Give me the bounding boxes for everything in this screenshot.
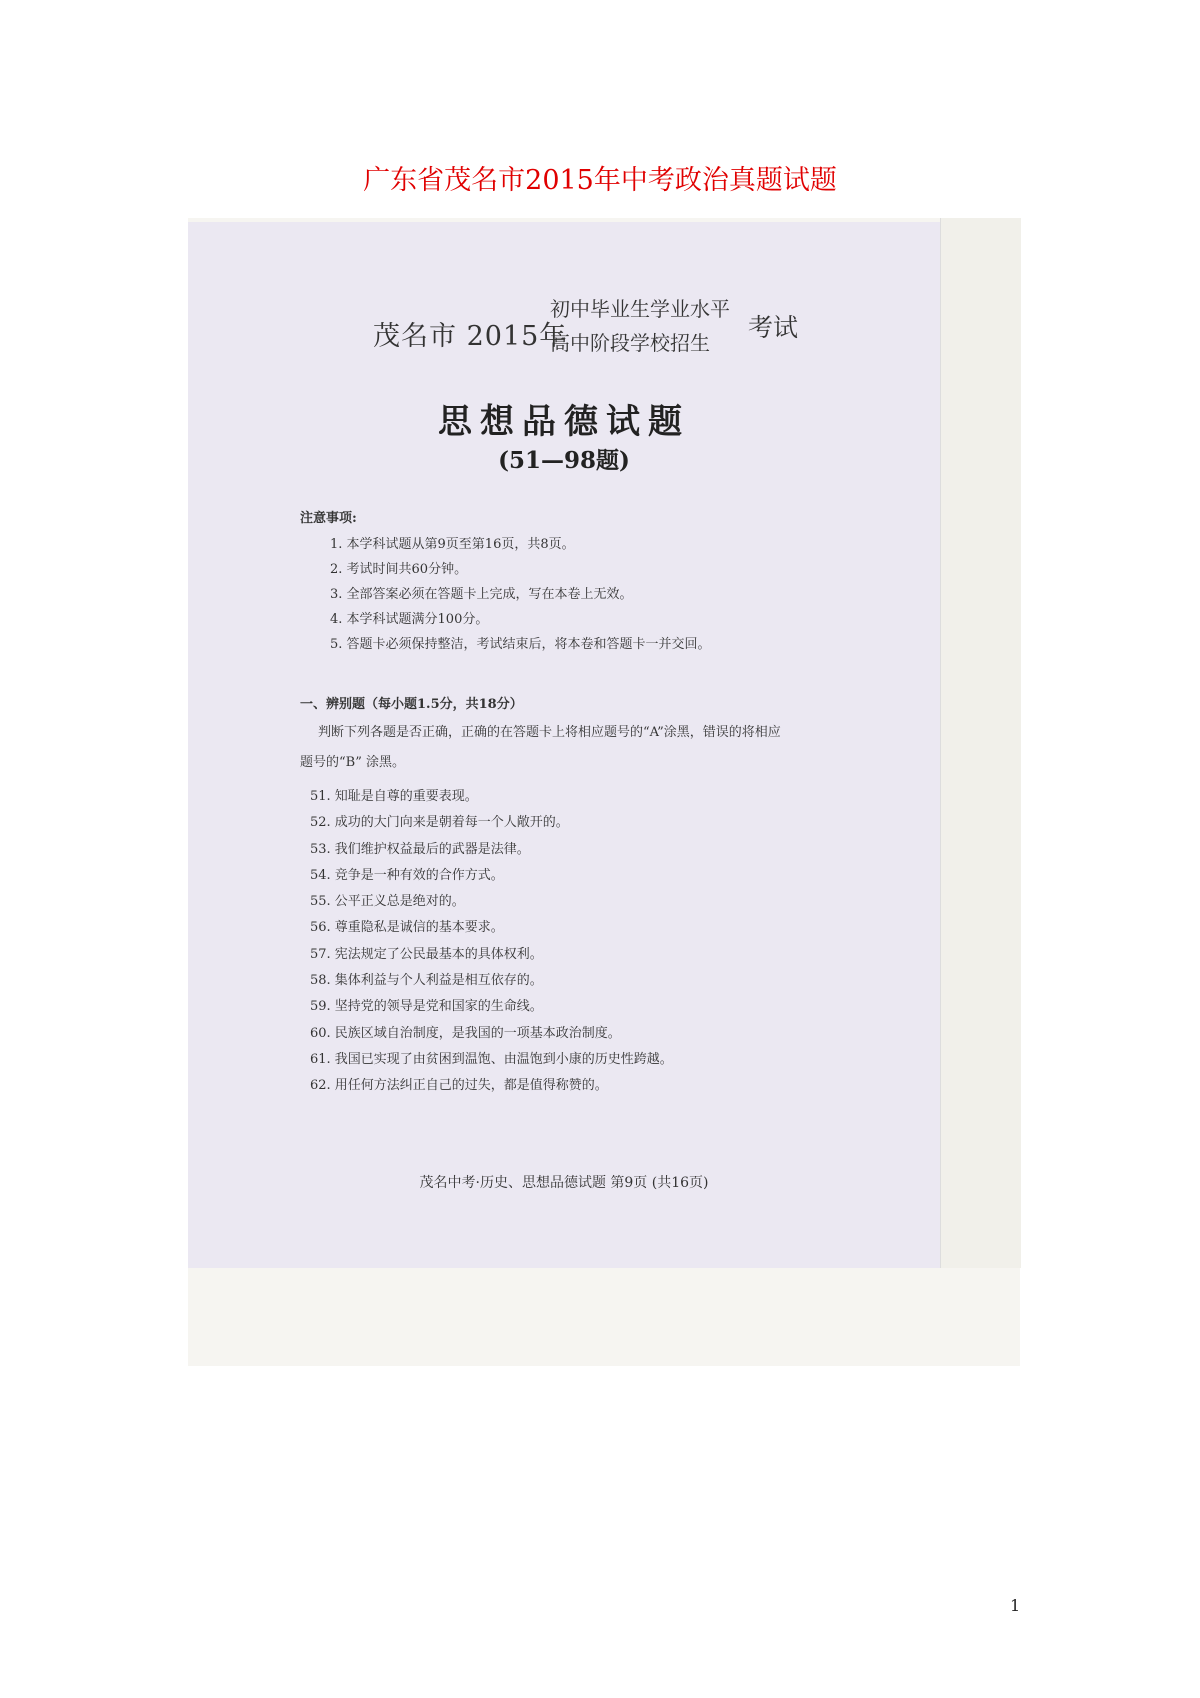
- scanned-page-edge: [940, 218, 1021, 1268]
- exam-type-graduation: 初中毕业生学业水平: [550, 297, 730, 321]
- notice-item: 5. 答题卡必须保持整洁，考试结束后，将本卷和答题卡一并交回。: [330, 637, 711, 652]
- exam-type-enrollment: 高中阶段学校招生: [550, 331, 710, 355]
- notice-item: 3. 全部答案必须在答题卡上完成，写在本卷上无效。: [330, 587, 633, 602]
- notice-heading: 注意事项:: [300, 511, 357, 526]
- exam-subject: 思想品德试题: [438, 402, 690, 442]
- notice-item: 4. 本学科试题满分100分。: [330, 612, 489, 627]
- question-item: 58. 集体利益与个人利益是相互依存的。: [310, 973, 543, 989]
- exam-word: 考试: [748, 313, 799, 342]
- page-number: 1: [1010, 1596, 1021, 1615]
- question-item: 59. 坚持党的领导是党和国家的生命线。: [310, 999, 543, 1015]
- section-title: 一、辨别题（每小题1.5分，共18分）: [300, 697, 523, 712]
- exam-type-stack: [550, 292, 730, 360]
- judgment-section: [300, 692, 920, 1100]
- document-title: 广东省茂名市2015年中考政治真题试题: [363, 165, 837, 196]
- question-item: 56. 尊重隐私是诚信的基本要求。: [310, 920, 504, 936]
- notice-item: 2. 考试时间共60分钟。: [330, 562, 468, 577]
- question-item: 55. 公平正义总是绝对的。: [310, 894, 465, 910]
- question-range: (51—98题): [498, 447, 630, 474]
- question-item: 52. 成功的大门向来是朝着每一个人敞开的。: [310, 815, 569, 831]
- question-item: 51. 知耻是自尊的重要表现。: [310, 789, 478, 804]
- scan-footer: 茂名中考·历史、思想品德试题 第9页 (共16页): [419, 1175, 709, 1191]
- scanned-exam-sheet: [188, 222, 940, 1268]
- exam-city-year: 茂名市 2015年: [373, 321, 568, 352]
- question-item: 60. 民族区域自治制度，是我国的一项基本政治制度。: [310, 1025, 621, 1041]
- question-item: 61. 我国已实现了由贫困到温饱、由温饱到小康的历史性跨越。: [310, 1051, 673, 1067]
- question-item: 62. 用任何方法纠正自己的过失，都是值得称赞的。: [310, 1078, 608, 1094]
- notice-item: 1. 本学科试题从第9页至第16页，共8页。: [330, 537, 575, 552]
- section-instruction-line-2: 题号的“B” 涂黑。: [300, 755, 405, 770]
- question-item: 53. 我们维护权益最后的武器是法律。: [310, 841, 530, 857]
- section-instruction-line-1: 判断下列各题是否正确，正确的在答题卡上将相应题号的“A”涂黑，错误的将相应: [318, 725, 781, 740]
- question-item: 54. 竞争是一种有效的合作方式。: [310, 867, 504, 883]
- notice-block: [300, 507, 900, 657]
- exam-header: [188, 292, 940, 362]
- question-item: 57. 宪法规定了公民最基本的具体权利。: [310, 946, 543, 962]
